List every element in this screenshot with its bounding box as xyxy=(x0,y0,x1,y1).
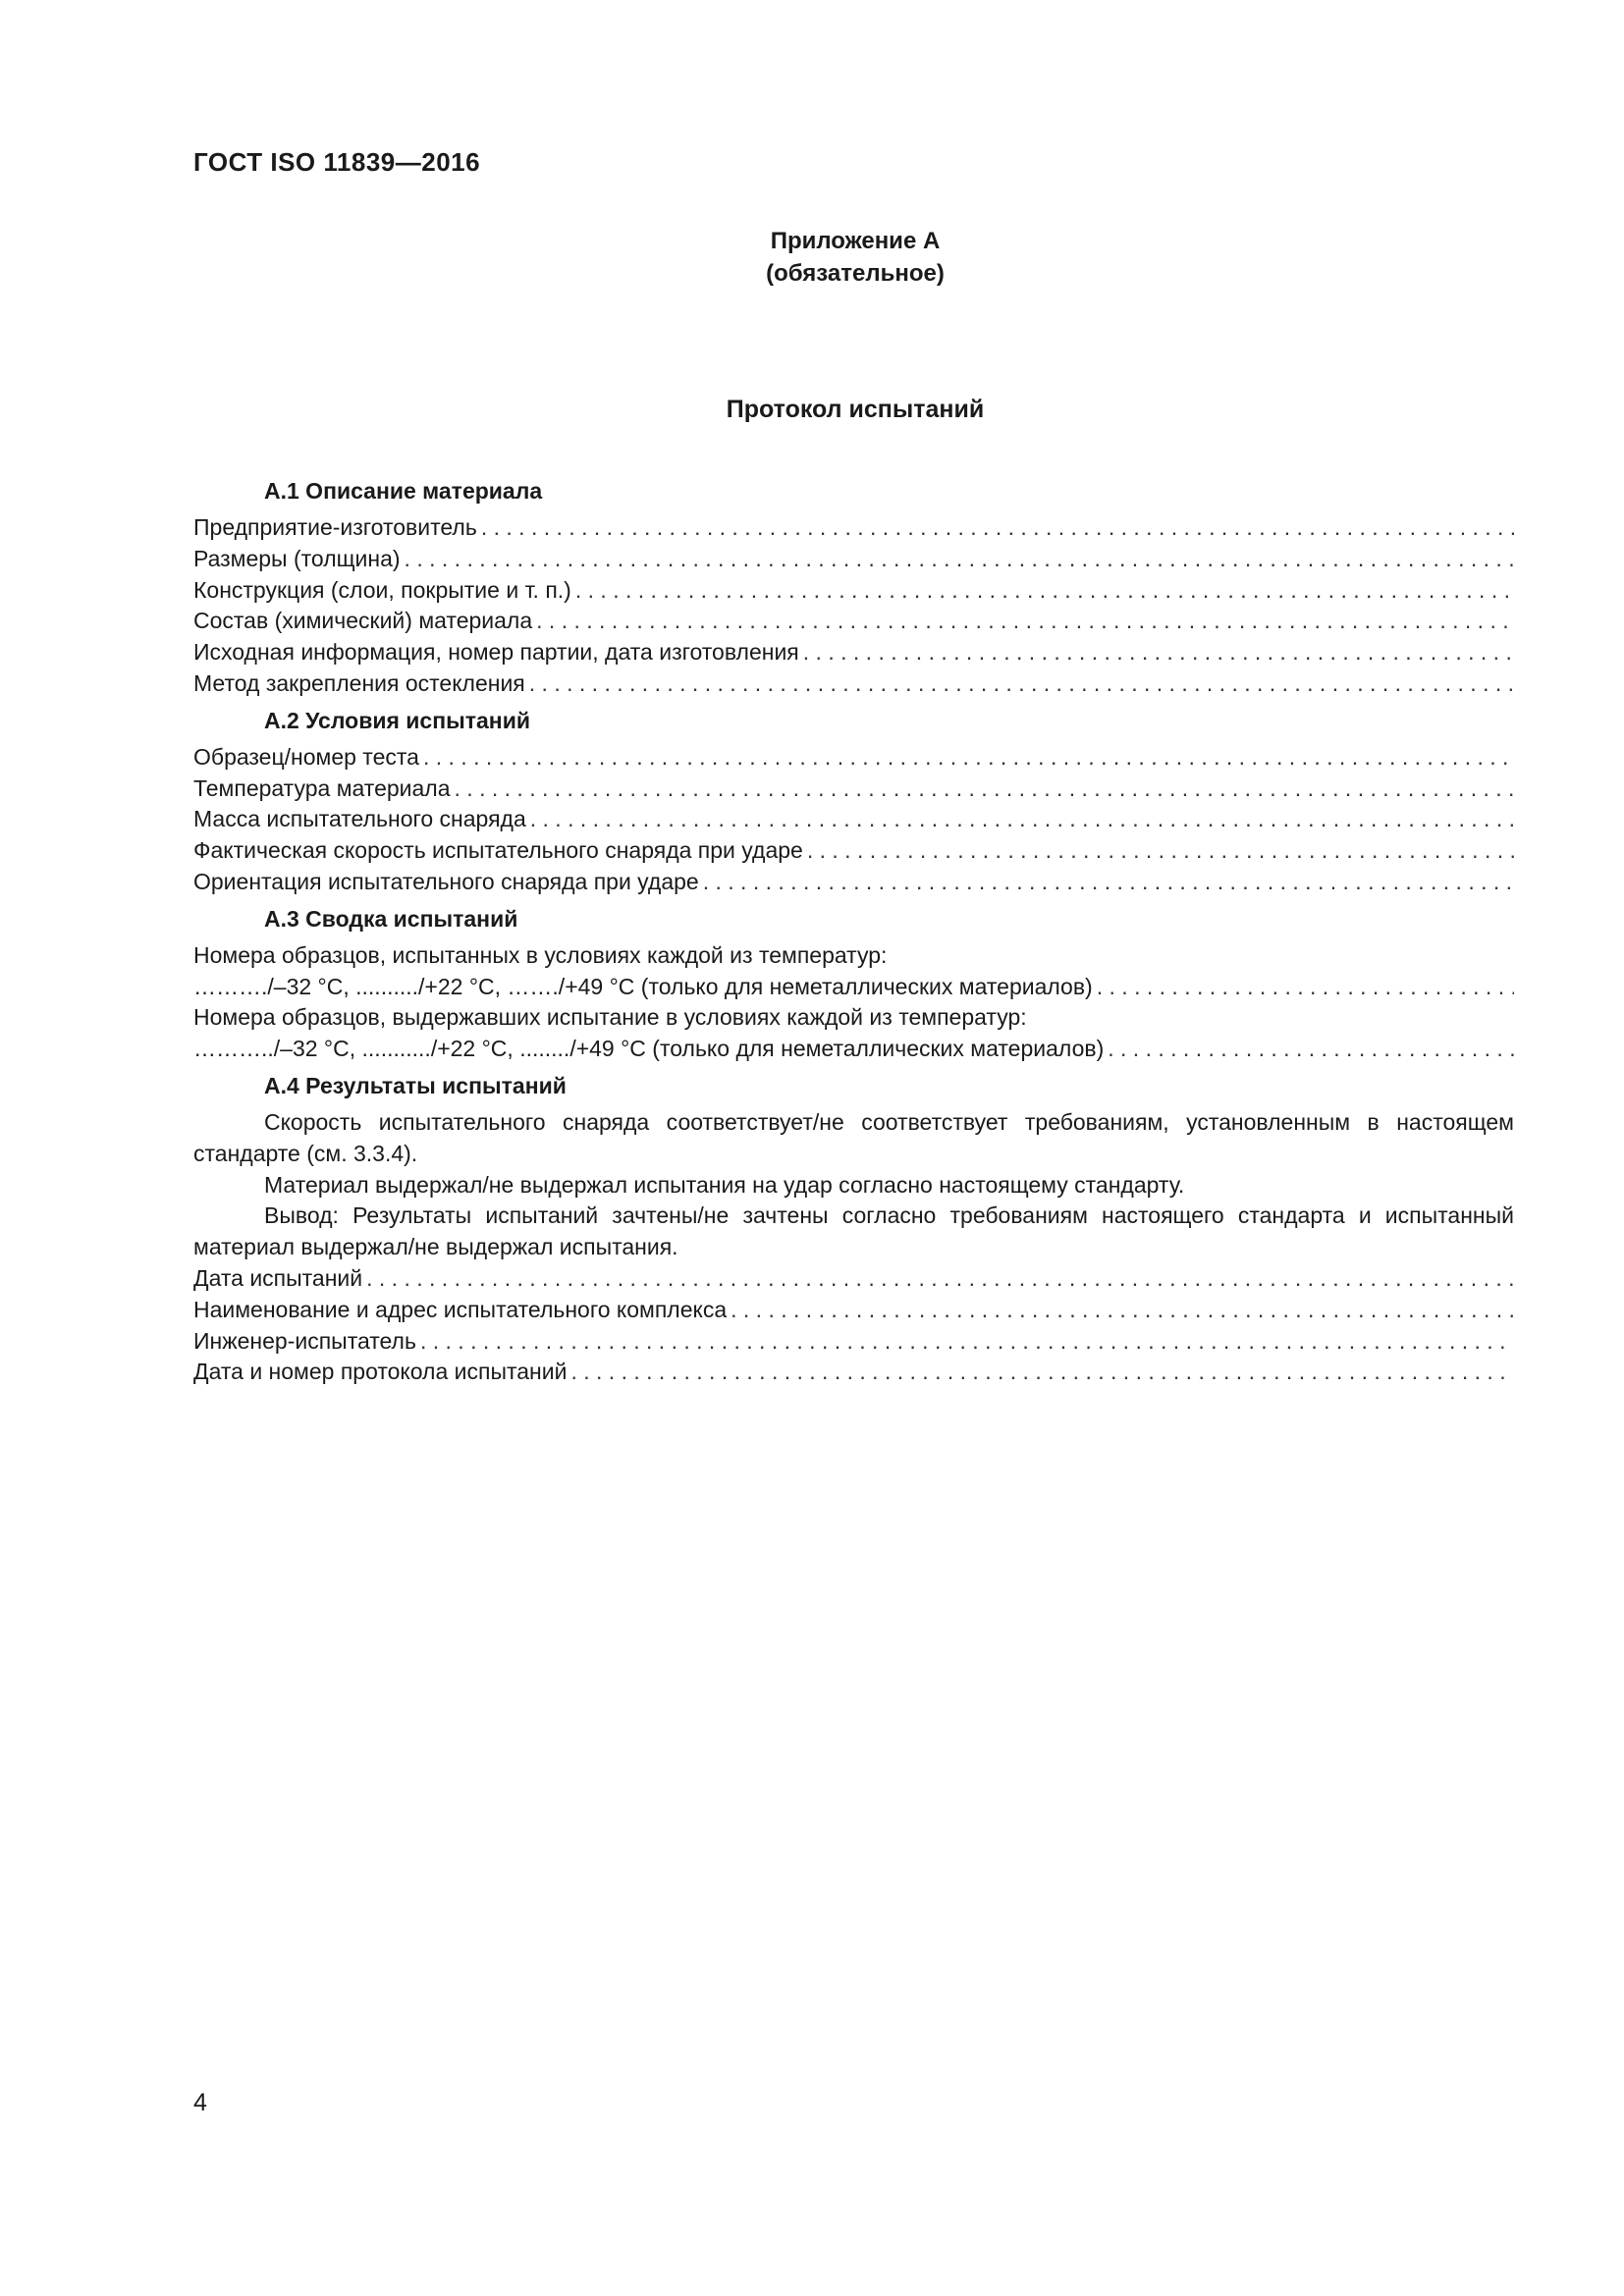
field-label: Дата и номер протокола испытаний xyxy=(193,1359,568,1385)
dot-leader xyxy=(423,742,1514,774)
field-label: Температура материала xyxy=(193,774,451,801)
dot-leader xyxy=(703,867,1514,898)
summary-line: Номера образцов, испытанных в условиях каждой из температур: xyxy=(193,941,888,968)
dot-leader xyxy=(530,804,1514,835)
section-heading: А.1 Описание материала xyxy=(264,478,543,504)
dot-leader xyxy=(803,637,1514,668)
section-a3 xyxy=(193,904,1514,1065)
document-code: ГОСТ ISO 11839—2016 xyxy=(193,147,481,177)
annex-status: (обязательное) xyxy=(766,260,945,287)
field-label: ………./–32 °С, ........../+22 °С, ……./+49 °С (только для неметаллических материалов) xyxy=(193,973,1093,999)
section-a2 xyxy=(193,706,1514,898)
protocol-title: Протокол испытаний xyxy=(726,396,985,423)
field-label: Наименование и адрес испытательного комплекса xyxy=(193,1296,728,1322)
form-field-row xyxy=(193,637,1514,668)
section-a1 xyxy=(193,476,1514,700)
form-field-row xyxy=(193,835,1514,867)
summary-field-row xyxy=(193,1034,1514,1065)
conclusion-paragraph: Вывод: Результаты испытаний зачтены/не зачтены согласно требованиям настоящего стандарта и испытанный материал выдержал/не выдержал испытания. xyxy=(193,1202,1514,1260)
form-field-row xyxy=(193,804,1514,835)
form-field-row xyxy=(193,668,1514,700)
form-field-row xyxy=(193,575,1514,607)
section-a4 xyxy=(193,1071,1514,1388)
form-field-row xyxy=(193,544,1514,575)
result-paragraph: Скорость испытательного снаряда соответствует/не соответствует требованиям, установленным в настоящем стандарте (см. 3.3.4). xyxy=(193,1108,1514,1166)
form-field-row xyxy=(193,774,1514,805)
form-field-row xyxy=(193,742,1514,774)
field-label: Фактическая скорость испытательного снаряда при ударе xyxy=(193,837,803,864)
summary-field-row xyxy=(193,972,1514,1003)
field-label: Метод закрепления остекления xyxy=(193,669,525,696)
dot-leader xyxy=(536,606,1514,637)
result-paragraph: Материал выдержал/не выдержал испытания на удар согласно настоящему стандарту. xyxy=(264,1171,1185,1198)
annex-title: Приложение А xyxy=(770,228,941,254)
dot-leader xyxy=(366,1263,1514,1295)
dot-leader xyxy=(455,774,1514,805)
dot-leader xyxy=(420,1326,1514,1358)
dot-leader xyxy=(731,1295,1514,1326)
field-label: Инженер-испытатель xyxy=(193,1327,416,1354)
form-field-row xyxy=(193,1357,1514,1388)
dot-leader xyxy=(575,575,1514,607)
dot-leader xyxy=(570,1357,1514,1388)
form-field-row xyxy=(193,512,1514,544)
dot-leader xyxy=(807,835,1514,867)
field-label: Ориентация испытательного снаряда при ударе xyxy=(193,868,699,894)
field-label: ………../–32 °С, .........../+22 °С, ......../+49 °С (только для неметаллических материалов) xyxy=(193,1036,1105,1062)
dot-leader xyxy=(1108,1034,1514,1065)
field-label: Исходная информация, номер партии, дата изготовления xyxy=(193,639,799,666)
field-label: Предприятие-изготовитель xyxy=(193,514,477,540)
summary-line: Номера образцов, выдержавших испытание в условиях каждой из температур: xyxy=(193,1004,1027,1031)
section-heading: А.3 Сводка испытаний xyxy=(264,905,518,932)
section-heading: А.2 Условия испытаний xyxy=(264,707,530,733)
form-field-row xyxy=(193,867,1514,898)
form-field-row xyxy=(193,1326,1514,1358)
field-label: Состав (химический) материала xyxy=(193,608,533,634)
form-field-row xyxy=(193,1295,1514,1326)
dot-leader xyxy=(529,668,1514,700)
field-label: Конструкция (слои, покрытие и т. п.) xyxy=(193,576,571,603)
dot-leader xyxy=(405,544,1514,575)
field-label: Масса испытательного снаряда xyxy=(193,806,526,832)
field-label: Образец/номер теста xyxy=(193,743,419,770)
form-field-row xyxy=(193,1263,1514,1295)
dot-leader xyxy=(481,512,1514,544)
page-number: 4 xyxy=(193,2089,207,2116)
form-field-row xyxy=(193,606,1514,637)
field-label: Дата испытаний xyxy=(193,1264,363,1291)
protocol-content xyxy=(193,476,1514,1394)
dot-leader xyxy=(1097,972,1514,1003)
field-label: Размеры (толщина) xyxy=(193,545,401,571)
section-heading: А.4 Результаты испытаний xyxy=(264,1072,567,1098)
